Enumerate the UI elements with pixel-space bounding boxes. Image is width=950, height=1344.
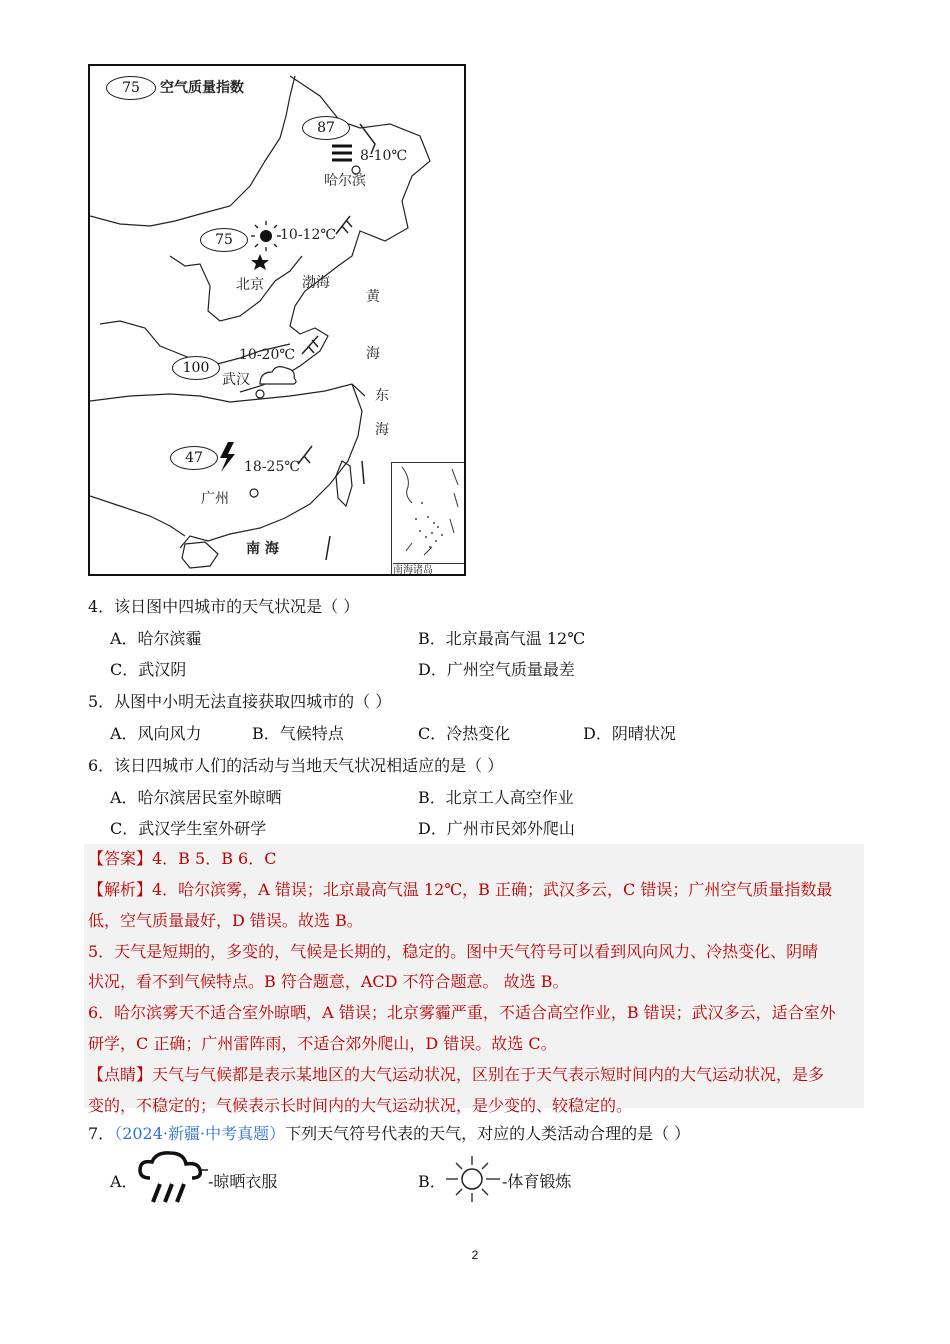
analysis-line-4: 状况，看不到气候特点。B 符合题意，ACD 不符合题意。 故选 B。 bbox=[88, 972, 569, 991]
guangzhou-aqi: 47 bbox=[170, 446, 218, 470]
comment-line-1: 【点睛】天气与气候都是表示某地区的大气运动状况，区别在于天气表示短时间内的大气运动状况，是多 bbox=[88, 1065, 825, 1084]
bohai-label: 渤海 bbox=[302, 275, 330, 291]
yellow-sea-label-2: 海 bbox=[366, 346, 380, 362]
q5-option-c: C．冷热变化 bbox=[418, 724, 511, 743]
comment-line-2: 变的，不稳定的；气候表示长时间内的大气运动状况，是少变的、较稳定的。 bbox=[88, 1096, 633, 1115]
q7-number: 7． bbox=[88, 1124, 115, 1143]
weather-map bbox=[88, 64, 466, 576]
q4-option-a: A．哈尔滨霾 bbox=[110, 629, 202, 648]
south-china-sea-inset bbox=[391, 462, 466, 576]
question-5-stem: 5．从图中小明无法直接获取四城市的（ ） bbox=[88, 692, 392, 711]
east-sea-label-2: 海 bbox=[375, 422, 389, 438]
q6-option-d: D．广州市民郊外爬山 bbox=[418, 819, 575, 838]
q7-option-b-prefix: B． bbox=[418, 1172, 446, 1191]
q7-option-a-prefix: A． bbox=[110, 1172, 138, 1191]
partly-cloudy-icon bbox=[260, 367, 296, 384]
q6-option-b: B．北京工人高空作业 bbox=[418, 788, 574, 807]
legend-label: 空气质量指数 bbox=[160, 80, 244, 96]
analysis-line-5: 6．哈尔滨雾天不适合室外晾晒，A 错误；北京雾霾严重，不适合高空作业，B 错误；武汉多云，适合室外 bbox=[88, 1003, 836, 1022]
q4-option-d: D．广州空气质量最差 bbox=[418, 660, 575, 679]
q4-option-c: C．武汉阴 bbox=[110, 660, 187, 679]
rain-icon bbox=[136, 1148, 210, 1206]
q5-option-d: D．阴晴状况 bbox=[583, 724, 676, 743]
lightning-icon bbox=[220, 442, 235, 472]
q5-option-a: A．风向风力 bbox=[110, 724, 202, 743]
wuhan-name: 武汉 bbox=[222, 372, 250, 388]
guangzhou-name: 广州 bbox=[201, 491, 229, 507]
harbin-name: 哈尔滨 bbox=[324, 173, 366, 189]
inset-drawing bbox=[392, 463, 466, 563]
question-4-stem: 4．该日图中四城市的天气状况是（ ） bbox=[88, 597, 360, 616]
analysis-line-2: 低，空气质量最好，D 错误。故选 B。 bbox=[88, 911, 363, 930]
analysis-line-3: 5．天气是短期的，多变的，气候是长期的，稳定的。图中天气符号可以看到风向风力、冷热变化、阴晴 bbox=[88, 942, 819, 961]
sun-icon bbox=[251, 221, 281, 251]
analysis-line-1: 【解析】4．哈尔滨雾，A 错误；北京最高气温 12℃，B 正确；武汉多云，C 错误；广州空气质量指数最 bbox=[88, 880, 833, 899]
question-6-stem: 6．该日四城市人们的活动与当地天气状况相适应的是（ ） bbox=[88, 756, 504, 775]
wuhan-aqi: 100 bbox=[172, 356, 220, 380]
q7-option-a-text: -晾晒衣服 bbox=[208, 1172, 278, 1191]
harbin-temp: 8-10℃ bbox=[360, 148, 408, 164]
sunny-icon bbox=[444, 1154, 502, 1204]
guangzhou-temp: 18-25℃ bbox=[244, 459, 301, 475]
q7-source: （2024·新疆·中考真题） bbox=[114, 1124, 286, 1143]
analysis-line-6: 研学，C 正确；广州雷阵雨，不适合郊外爬山，D 错误。故选 C。 bbox=[88, 1034, 557, 1053]
yellow-sea-label-1: 黄 bbox=[366, 289, 380, 305]
q5-option-b: B．气候特点 bbox=[252, 724, 344, 743]
q6-option-a: A．哈尔滨居民室外晾晒 bbox=[110, 788, 282, 807]
capital-star-icon bbox=[251, 254, 269, 270]
legend-aqi-oval: 75 bbox=[106, 76, 156, 100]
east-sea-label-1: 东 bbox=[375, 388, 389, 404]
south-sea-label: 南 海 bbox=[246, 541, 279, 557]
beijing-aqi: 75 bbox=[200, 228, 248, 252]
q7-option-b-text: -体育锻炼 bbox=[502, 1172, 572, 1191]
question-7-stem bbox=[88, 1123, 690, 1145]
wuhan-temp: 10-20℃ bbox=[239, 347, 296, 363]
fog-icon bbox=[332, 146, 352, 160]
inset-label: 南海诸岛 bbox=[393, 563, 466, 576]
answer-line: 【答案】4．B 5．B 6．C bbox=[88, 849, 277, 868]
q7-text: 下列天气符号代表的天气，对应的人类活动合理的是（ ） bbox=[285, 1124, 691, 1143]
beijing-temp: 10-12℃ bbox=[280, 227, 337, 243]
beijing-name: 北京 bbox=[236, 277, 264, 293]
q6-option-c: C．武汉学生室外研学 bbox=[110, 819, 267, 838]
harbin-aqi: 87 bbox=[302, 116, 350, 140]
q4-option-b: B．北京最高气温 12℃ bbox=[418, 629, 586, 648]
page-number: 2 bbox=[471, 1248, 479, 1262]
